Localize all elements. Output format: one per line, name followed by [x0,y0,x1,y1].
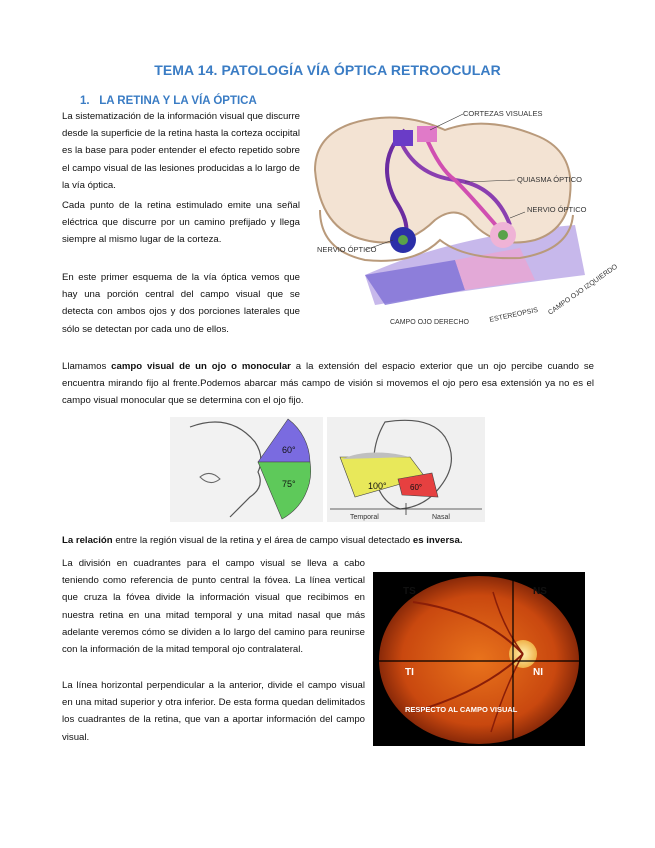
monocular-field-figure [170,417,485,522]
label-temporal: Temporal [350,514,379,521]
section-title: LA RETINA Y LA VÍA ÓPTICA [99,95,257,107]
label-optic-nerve-left: NERVIO ÓPTICO [527,205,587,214]
paragraph-2: Cada punto de la retina estimulado emite una señal eléctrica que discurre por un camino prefijado y llega siempre al mismo lugar de la corteza. [62,200,300,246]
label-visual-cortex: CORTEZAS VISUALES [463,109,543,118]
visual-cortex-right [417,126,437,142]
paragraph-3: En este primer esquema de la vía óptica vemos que hay una porción central del campo visual que se detecta con ambos ojos y dos porciones laterales que sólo se detectan por cada uno de ellos. [62,272,300,335]
paragraph-4-intro: Llamamos [62,361,112,372]
label-left-eye-field: CAMPO OJO IZQUIERDO [547,263,620,317]
label-stereopsis: ESTEREOPSIS [488,306,539,324]
label-nasal: Nasal [432,514,450,521]
paragraph-5-term: La relación [62,535,113,546]
section-heading [80,95,257,107]
label-optic-nerve-right: NERVIO ÓPTICO [317,245,377,254]
quadrant-ti: TI [405,667,414,678]
section-number: 1. [80,95,90,107]
fundus-image [379,576,579,744]
paragraph-5 [62,532,594,549]
visual-cortex-left [393,130,413,146]
monocular-field-svg [170,417,485,522]
label-75-lower: 75° [282,479,296,489]
paragraph-1: La sistematización de la información visual que discurre desde la superficie de la retina hasta la corteza occipital es la base para poder entender el efecto repetido sobre el campo visual de las lesiones producidas a lo largo de la vía óptica. [62,111,300,191]
quadrant-ni: NI [533,667,543,678]
paragraph-7: La línea horizontal perpendicular a la anterior, divide el campo visual en una mitad superior y otra inferior. De esta forma quedan delimitados los cuadrantes de la retina, que van a aportar información del campo visual. [62,680,365,743]
left-eye-iris [498,230,508,240]
paragraph-4 [62,358,594,410]
label-optic-chiasm: QUIASMA ÓPTICO [517,175,583,184]
paragraph-4-term: campo visual de un ojo o monocular [111,361,291,372]
paragraph-5-body: entre la región visual de la retina y el área de campo visual detectado [112,535,413,546]
page-title: TEMA 14. PATOLOGÍA VÍA ÓPTICA RETROOCULAR [154,62,501,78]
paragraph-6: La división en cuadrantes para el campo visual se lleva a cabo teniendo como referencia de punto central la fóvea. La línea vertical que cruza la fóvea divide la información visual que recibimos en nuestra retina en una mitad temporal y una mitad nasal que más adelante veremos cómo se dividen a lo largo del camino para reunirse con la información de la mitad temporal ojo contralateral. [62,558,365,656]
label-60-upper: 60° [282,445,296,455]
quadrant-ns: NS [533,586,547,597]
label-60-nasal: 60° [410,483,423,492]
paragraph-4-body: a la extensión del espacio exterior que un ojo percibe cuando se encuentra mirando fijo al frente.Podemos abarcar más campo de visión si movemos el ojo pero esa extensión ya no es el campo visual monocular que se determina con el ojo fijo. [62,361,594,407]
right-eye-iris [398,235,408,245]
optic-pathway-diagram [305,100,620,330]
fundus-caption: RESPECTO AL CAMPO VISUAL [405,705,518,714]
fundus-quadrants-figure [373,572,585,746]
paragraph-5-emphasis: es inversa. [412,535,463,546]
quadrant-ts: TS [403,586,416,597]
label-right-eye-field: CAMPO OJO DERECHO [390,319,469,326]
label-100: 100° [368,481,387,491]
